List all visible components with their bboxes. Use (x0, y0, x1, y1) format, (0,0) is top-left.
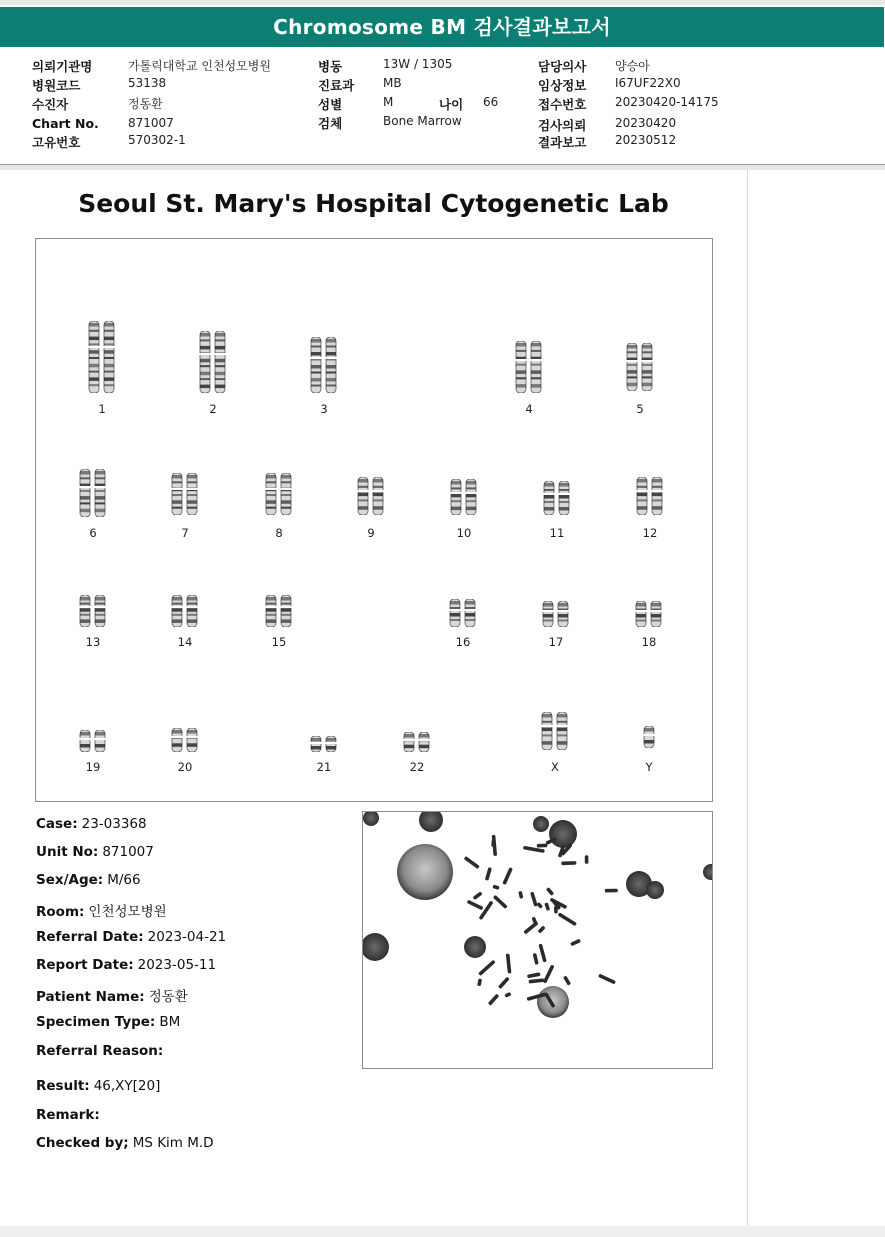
checked-by-label: Checked by; (36, 1135, 129, 1151)
metaphase-chromosome (570, 939, 581, 947)
chromosome-label-3: 3 (320, 402, 328, 416)
nucleus (533, 816, 549, 832)
checked-by-value: MS Kim M.D (132, 1135, 214, 1151)
chromosome-pair-9 (357, 477, 385, 515)
chromosome-spread (464, 835, 618, 1008)
nucleus (537, 986, 569, 1018)
metaphase-illustration (363, 812, 712, 1068)
chromosome-pair-7 (171, 473, 199, 515)
patient-name-field (36, 985, 188, 1005)
specimen-field (36, 1014, 180, 1030)
metaphase-chromosome (533, 953, 539, 965)
metaphase-chromosome (605, 889, 618, 893)
metaphase-chromosome (485, 867, 492, 881)
metaphase-chromosome (504, 992, 511, 998)
sexage-label: Sex/Age: (36, 872, 104, 888)
info-value-result-date: 20230512 (615, 133, 677, 147)
nucleus (419, 812, 443, 832)
info-value-physician: 양승아 (615, 59, 650, 73)
metaphase-chromosome (561, 861, 576, 865)
metaphase-chromosome (488, 994, 499, 1006)
patient-name-value: 정동환 (148, 989, 188, 1005)
metaphase-chromosome (598, 974, 616, 985)
result-field (36, 1078, 160, 1094)
metaphase-chromosome (523, 921, 538, 934)
metaphase-chromosome (527, 972, 541, 978)
metaphase-chromosome (554, 906, 558, 914)
chromosome-label-5: 5 (636, 402, 644, 416)
metaphase-chromosome (518, 891, 523, 899)
referral-date-label: Referral Date: (36, 929, 144, 945)
info-value-chart-no: 871007 (128, 116, 174, 130)
metaphase-chromosome (464, 856, 480, 869)
chromosome-pair-8 (265, 473, 293, 515)
info-value-clinical-info: I67UF22X0 (615, 76, 681, 90)
chromosome-pair-5 (626, 343, 654, 391)
unit-value: 871007 (102, 844, 154, 860)
chromosome-label-11: 11 (549, 526, 565, 540)
metaphase-chromosome (467, 900, 484, 911)
referral-reason-label: Referral Reason: (36, 1043, 164, 1059)
nucleus (703, 864, 712, 880)
chromosome-pair-2 (199, 331, 227, 393)
report-date-value: 2023-05-11 (137, 957, 217, 973)
info-label-hospital-code: 병원코드 (32, 78, 81, 93)
chromosome-label-x: X (551, 760, 559, 774)
metaphase-chromosome (493, 895, 508, 909)
info-label-receipt-no: 접수번호 (538, 97, 587, 112)
info-label-sex: 성별 (318, 97, 343, 112)
chromosome-pair-16 (449, 599, 477, 627)
info-label-patient: 수진자 (32, 97, 69, 112)
chromosome-pair-13 (79, 595, 107, 627)
chromosome-label-14: 14 (177, 635, 193, 649)
chromosome-pair-20 (171, 728, 199, 752)
info-value-institution: 가톨릭대학교 인천성모병원 (128, 59, 271, 73)
grey-band (0, 165, 885, 170)
referral-date-field (36, 929, 226, 945)
room-value: 인천성모병원 (88, 904, 167, 920)
chromosome-label-6: 6 (89, 526, 97, 540)
chromosome-label-12: 12 (642, 526, 658, 540)
nucleus (397, 844, 453, 900)
info-label-chart-no: Chart No. (32, 116, 99, 131)
chromosome-label-4: 4 (525, 402, 533, 416)
metaphase-chromosome (538, 925, 546, 933)
karyotype-panel (35, 238, 713, 802)
metaphase-chromosome (543, 965, 555, 984)
chromosome-pair-15 (265, 595, 293, 627)
info-value-sex: M (383, 95, 394, 109)
specimen-value: BM (159, 1014, 181, 1030)
info-label-institution: 의뢰기관명 (32, 59, 93, 74)
chromosome-pair-14 (171, 595, 199, 627)
info-value-unique-no: 570302-1 (128, 133, 186, 147)
remark-field (36, 1107, 104, 1123)
chromosome-pair-21 (310, 736, 338, 752)
info-value-department: MB (383, 76, 402, 90)
metaphase-chromosome (479, 901, 494, 921)
room-label: Room: (36, 904, 85, 920)
patient-name-label: Patient Name: (36, 989, 145, 1005)
bottom-band (0, 1226, 885, 1237)
nucleus (363, 812, 379, 826)
metaphase-chromosome (538, 944, 546, 963)
unit-label: Unit No: (36, 844, 99, 860)
metaphase-chromosome (563, 975, 571, 985)
patient-info-block (0, 55, 885, 155)
result-label: Result: (36, 1078, 90, 1094)
remark-label: Remark: (36, 1107, 100, 1123)
chromosome-label-22: 22 (409, 760, 425, 774)
chromosome-pair-12 (636, 477, 664, 515)
info-value-ward: 13W / 1305 (383, 57, 453, 71)
lab-title: Seoul St. Mary's Hospital Cytogenetic Lab (78, 189, 669, 218)
report-date-label: Report Date: (36, 957, 134, 973)
metaphase-chromosome (544, 902, 550, 911)
metaphase-chromosome (492, 884, 499, 889)
info-label-age: 나이 (439, 97, 464, 112)
nucleus (646, 881, 664, 899)
metaphase-chromosome (530, 892, 538, 907)
chromosome-label-21: 21 (316, 760, 332, 774)
info-label-unique-no: 고유번호 (32, 135, 81, 150)
info-value-patient: 정동환 (128, 97, 163, 111)
chromosome-label-y: Y (645, 760, 653, 774)
chromosome-label-8: 8 (275, 526, 283, 540)
report-title-banner: Chromosome BM 검사결과보고서 (0, 7, 884, 47)
chromosome-pair-6 (79, 469, 107, 517)
chromosome-label-9: 9 (367, 526, 375, 540)
chromosome-pair-x (541, 712, 569, 750)
info-value-request-date: 20230420 (615, 116, 677, 130)
metaphase-image (362, 811, 713, 1069)
chromosome-label-2: 2 (209, 402, 217, 416)
report-date-field (36, 957, 216, 973)
nucleus (549, 820, 577, 848)
info-label-clinical-info: 임상정보 (538, 78, 587, 93)
nucleus (464, 936, 486, 958)
chromosome-pair-19 (79, 730, 107, 752)
metaphase-chromosome (529, 978, 545, 983)
chromosome-pair-17 (542, 601, 570, 627)
metaphase-chromosome (506, 954, 512, 974)
case-field (36, 816, 147, 832)
chromosome-label-15: 15 (271, 635, 287, 649)
info-label-physician: 담당의사 (538, 59, 587, 74)
page-right-edge (747, 170, 748, 1227)
info-label-specimen: 검체 (318, 116, 343, 131)
chromosome-label-7: 7 (181, 526, 189, 540)
checked-by-field (36, 1135, 214, 1151)
chromosome-label-17: 17 (548, 635, 564, 649)
metaphase-chromosome (537, 844, 548, 848)
info-value-age: 66 (483, 95, 499, 109)
info-label-result-date: 결과보고 (538, 135, 587, 150)
chromosome-pair-4 (515, 341, 543, 393)
specimen-label: Specimen Type: (36, 1014, 156, 1030)
metaphase-chromosome (585, 855, 589, 864)
chromosome-label-13: 13 (85, 635, 101, 649)
info-value-specimen: Bone Marrow (383, 114, 462, 128)
chromosome-pair-y (643, 726, 655, 748)
nucleus (363, 933, 389, 961)
sexage-value: M/66 (107, 872, 141, 888)
result-value: 46,XY[20] (93, 1078, 161, 1094)
chromosome-label-20: 20 (177, 760, 193, 774)
metaphase-chromosome (546, 887, 554, 896)
chromosome-label-16: 16 (455, 635, 471, 649)
info-label-ward: 병동 (318, 59, 343, 74)
room-field (36, 900, 167, 920)
chromosome-pair-11 (543, 481, 571, 515)
chromosome-pair-1 (88, 321, 116, 393)
chromosome-label-18: 18 (641, 635, 657, 649)
case-value: 23-03368 (81, 816, 147, 832)
metaphase-chromosome (491, 839, 495, 847)
info-value-hospital-code: 53138 (128, 76, 167, 90)
chromosome-pair-22 (403, 732, 431, 752)
chromosome-label-10: 10 (456, 526, 472, 540)
metaphase-chromosome (478, 960, 495, 976)
top-border (0, 0, 885, 5)
chromosome-pair-3 (310, 337, 338, 393)
metaphase-chromosome (536, 902, 543, 909)
case-label: Case: (36, 816, 78, 832)
chromosome-pair-18 (635, 601, 663, 627)
metaphase-chromosome (477, 978, 482, 986)
unit-field (36, 844, 154, 860)
chromosome-label-1: 1 (98, 402, 106, 416)
metaphase-chromosome (502, 867, 513, 885)
referral-reason-field (36, 1043, 167, 1059)
info-label-request-date: 검사의뢰 (538, 118, 587, 133)
info-label-department: 진료과 (318, 78, 355, 93)
info-value-receipt-no: 20230420-14175 (615, 95, 719, 109)
referral-date-value: 2023-04-21 (147, 929, 227, 945)
metaphase-chromosome (558, 912, 577, 926)
sexage-field (36, 872, 141, 888)
metaphase-chromosome (498, 977, 510, 989)
chromosome-label-19: 19 (85, 760, 101, 774)
chromosome-pair-10 (450, 479, 478, 515)
metaphase-chromosome (473, 891, 483, 900)
